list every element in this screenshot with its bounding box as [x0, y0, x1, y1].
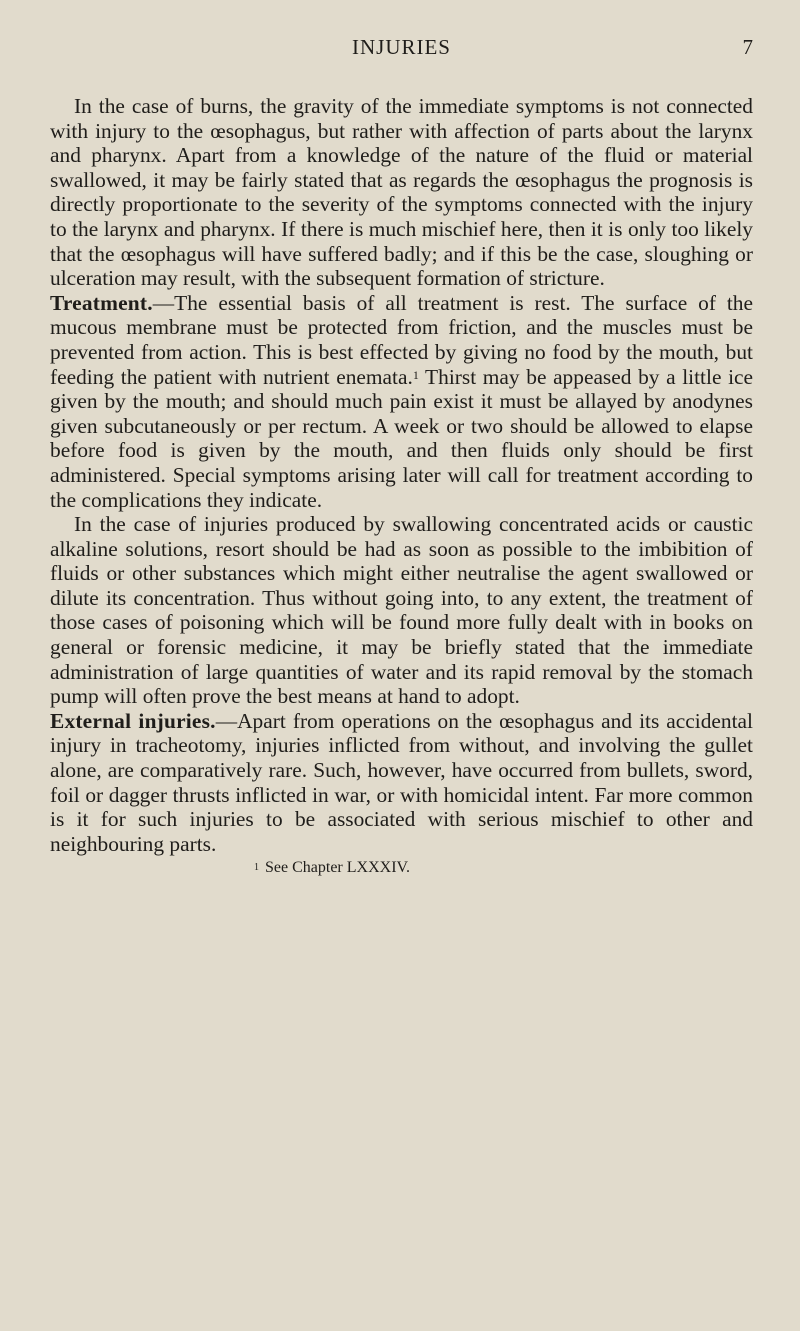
- paragraph-external-injuries: [50, 709, 753, 857]
- section-heading-treatment: Treatment.: [50, 290, 153, 315]
- footnote-mark: 1: [254, 862, 259, 874]
- body-text: [50, 94, 753, 856]
- footnote-text: See Chapter LXXXIV.: [265, 859, 411, 877]
- treatment-text: —The essential basis of all treatment is rest. The surface of the mucous membrane must be protected from friction, and the muscles must be prevented from action. This is best effected by giving no food by the mouth, but feeding the patient with nutrient enemata.: [50, 290, 753, 389]
- section-heading-external-injuries: External injuries.: [50, 708, 216, 733]
- page-number: 7: [742, 35, 753, 59]
- treatment-text-continued: Thirst may be appeased by a little ice given by the mouth; and should much pain exist it must be allayed by anodynes given subcutaneously or per rectum. A week or two should be allowed to elapse before food is given by the mouth, and then fluids only should be first administered. Special symptoms arising later will call for treatment according to the complications they indicate.: [50, 364, 754, 512]
- paragraph-burns: In the case of burns, the gravity of the immediate symptoms is not connected with injury to the œsophagus, but rather with affection of parts about the larynx and pharynx. Apart from a knowledge of the nature of the fluid or material swallowed, it may be fairly stated that as regards the œsophagus the prognosis is directly proportionate to the severity of the symptoms connected with the injury to the larynx and pharynx. If there is much mischief here, then it is only too likely that the œsophagus will have suffered badly; and if this be the case, sloughing or ulceration may result, with the subsequent formation of stricture.: [50, 94, 753, 291]
- running-title: INJURIES: [351, 35, 451, 59]
- external-injuries-text: —Apart from operations on the œsophagus and its accidental injury in tracheotomy, injuries inflicted from without, and involving the gullet alone, are comparatively rare. Such, however, have occurred from bullets, sword, foil or dagger thrusts inflicted in war, or with homicidal intent. Far more common is it for such injuries to be associated with serious mischief to other and neighbouring parts.: [50, 708, 753, 856]
- footnote: [50, 858, 753, 878]
- paragraph-acids: In the case of injuries produced by swallowing concentrated acids or caustic alkaline solutions, resort should be had as soon as possible to the imbibition of fluids or other substances which might either neutralise the agent swallowed or dilute its concentration. Thus without going into, to any extent, the treatment of those cases of poisoning which will be found more fully dealt with in books on general or forensic medicine, it may be briefly stated that the immediate administration of large quantities of water and its rapid removal by the stomach pump will often prove the best means at hand to adopt.: [50, 512, 753, 709]
- page-header: [50, 0, 753, 60]
- footnote-reference: 1: [412, 367, 419, 382]
- paragraph-treatment: [50, 291, 753, 512]
